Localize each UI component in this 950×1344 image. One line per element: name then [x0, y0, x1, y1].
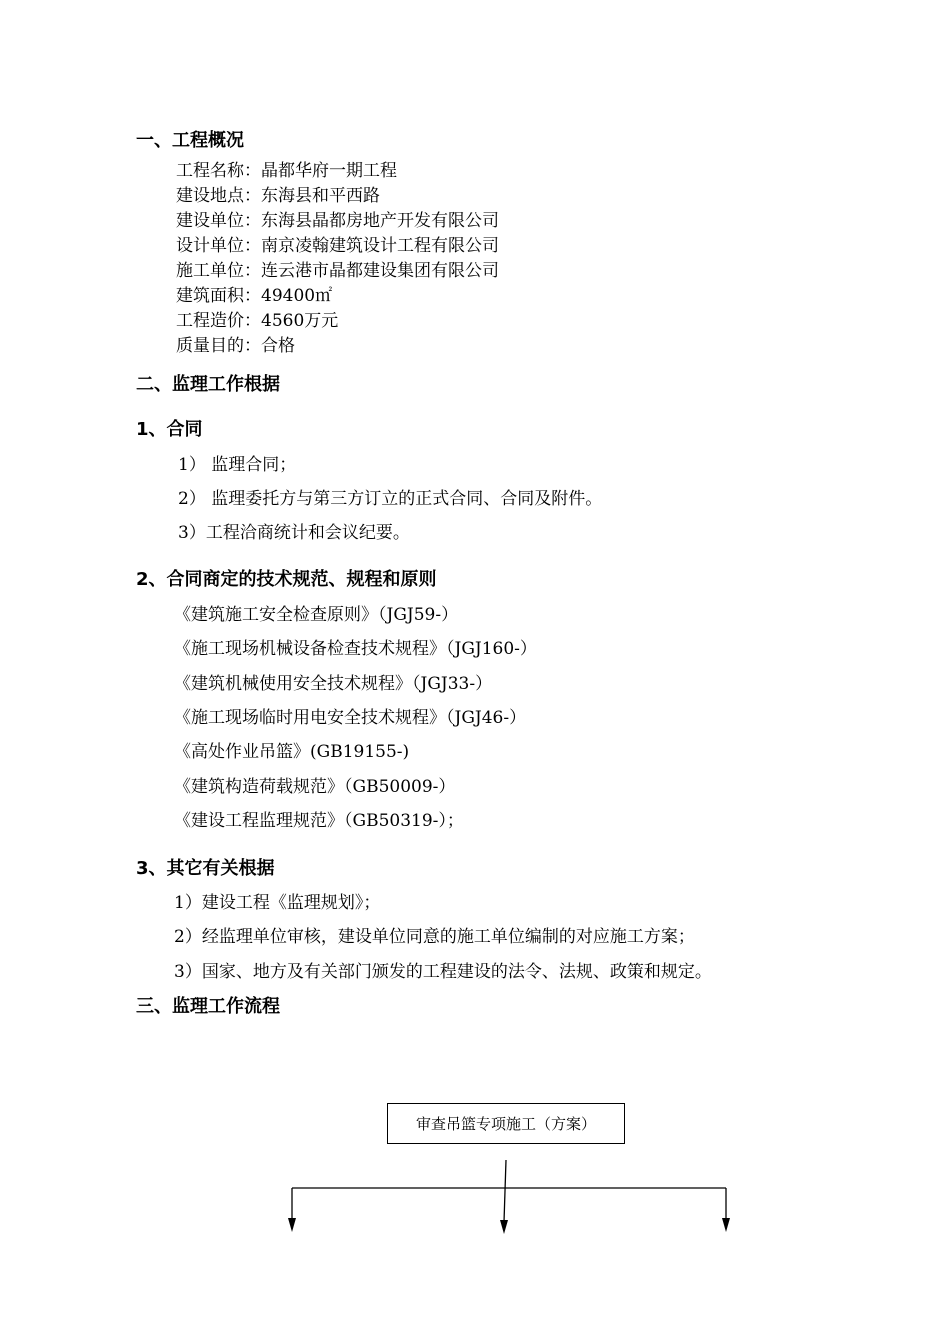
sub1-heading: 1、合同 [136, 419, 203, 440]
field-area: 建筑面积：49400㎡ [176, 286, 333, 306]
standard-item: 《建筑施工安全检查原则》（JGJ59-） [174, 605, 459, 625]
section2-heading: 二、监理工作根据 [136, 374, 280, 395]
flow-box-review-plan: 审查吊篮专项施工（方案） [387, 1103, 625, 1144]
standard-item: 《建设工程监理规范》（GB50319-）； [174, 811, 464, 831]
field-contractor: 施工单位：连云港市晶都建设集团有限公司 [176, 261, 499, 281]
sub2-heading: 2、合同商定的技术规范、规程和原则 [136, 569, 437, 590]
standard-item: 《建筑机械使用安全技术规程》（JGJ33-） [174, 674, 493, 694]
field-quality: 质量目的：合格 [176, 336, 295, 356]
standard-item: 《施工现场临时用电安全技术规程》（JGJ46-） [174, 708, 527, 728]
contract-item: 1） 监理合同； [178, 455, 297, 475]
field-location: 建设地点：东海县和平西路 [176, 186, 380, 206]
arrow-right-icon [722, 1218, 730, 1232]
basis-item: 1）建设工程《监理规划》； [174, 893, 381, 913]
contract-item: 2） 监理委托方与第三方订立的正式合同、合同及附件。 [178, 489, 603, 509]
contract-item: 3）工程洽商统计和会议纪要。 [178, 523, 410, 543]
arrow-left-icon [288, 1218, 296, 1232]
section3-heading: 三、监理工作流程 [136, 996, 280, 1017]
basis-item: 3）国家、地方及有关部门颁发的工程建设的法令、法规、政策和规定。 [174, 962, 712, 982]
arrow-center-icon [500, 1220, 508, 1234]
standard-item: 《建筑构造荷载规范》（GB50009-） [174, 777, 456, 797]
basis-item: 2）经监理单位审核，建设单位同意的施工单位编制的对应施工方案； [174, 927, 695, 947]
field-designer: 设计单位：南京凌翰建筑设计工程有限公司 [176, 236, 499, 256]
standard-item: 《高处作业吊篮》(GB19155-) [174, 742, 410, 762]
sub3-heading: 3、其它有关根据 [136, 858, 275, 879]
standard-item: 《施工现场机械设备检查技术规程》（JGJ160-） [174, 639, 537, 659]
flow-stem [504, 1160, 506, 1222]
field-cost: 工程造价：4560万元 [176, 311, 339, 331]
section1-heading: 一、工程概况 [136, 130, 244, 151]
field-owner: 建设单位：东海县晶都房地产开发有限公司 [176, 211, 499, 231]
field-project-name: 工程名称：晶都华府一期工程 [176, 161, 397, 181]
